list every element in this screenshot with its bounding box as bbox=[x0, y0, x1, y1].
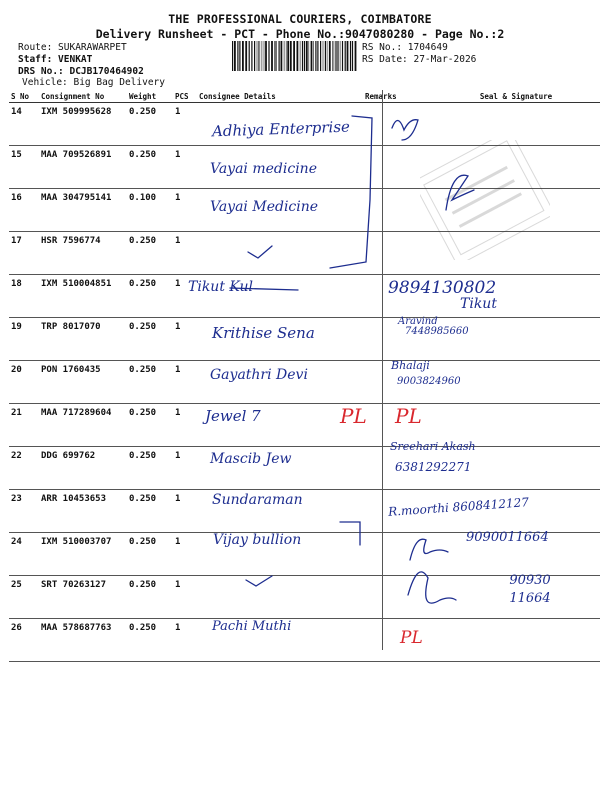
row-weight: 0.250 bbox=[127, 275, 173, 318]
row-pcs: 1 bbox=[173, 275, 197, 318]
col-details-header: Consignee Details bbox=[197, 90, 363, 103]
row19-signature: Aravind bbox=[398, 316, 438, 327]
row-consignment-no: HSR 7596774 bbox=[39, 232, 127, 275]
row-weight: 0.250 bbox=[127, 361, 173, 404]
row-weight: 0.250 bbox=[127, 447, 173, 490]
row-pcs: 1 bbox=[173, 404, 197, 447]
row25-phone: 90930 11664 bbox=[509, 573, 551, 606]
row18-signature: Tikut bbox=[460, 296, 497, 312]
row-consignment-no: IXM 510003707 bbox=[39, 533, 127, 576]
row16-signature-mark bbox=[446, 175, 474, 210]
row23-signature: R.moorthi 8608412127 bbox=[387, 495, 530, 519]
row-pcs: 1 bbox=[173, 189, 197, 232]
row-pcs: 1 bbox=[173, 447, 197, 490]
row-consignment-no: PON 1760435 bbox=[39, 361, 127, 404]
row-sno: 24 bbox=[9, 533, 39, 576]
row22-signature: Sreehari Akash bbox=[390, 440, 476, 453]
row22-phone: 6381292271 bbox=[395, 460, 472, 474]
col-remarks-header: Remarks bbox=[363, 90, 412, 103]
row24-consignee: Vijay bullion bbox=[213, 532, 302, 548]
row23-consignee: Sundaraman bbox=[212, 492, 303, 508]
row-sno: 25 bbox=[9, 576, 39, 619]
row21-remark: PL bbox=[340, 404, 367, 428]
row20-consignee: Gayathri Devi bbox=[210, 367, 308, 383]
col-pcs-header: PCS bbox=[173, 90, 197, 103]
row-pcs: 1 bbox=[173, 232, 197, 275]
row-sno: 26 bbox=[9, 619, 39, 662]
rs-number: RS No.: 1704649 bbox=[362, 42, 448, 53]
row-sno: 19 bbox=[9, 318, 39, 361]
row-consignment-no: IXM 509995628 bbox=[39, 103, 127, 146]
row-weight: 0.250 bbox=[127, 533, 173, 576]
row24-bracket-mark bbox=[340, 522, 360, 545]
row-sno: 18 bbox=[9, 275, 39, 318]
row-weight: 0.250 bbox=[127, 490, 173, 533]
row-consignment-no: MAA 717289604 bbox=[39, 404, 127, 447]
col-consignment-header: Consignment No bbox=[39, 90, 127, 103]
row-consignment-no: TRP 8017070 bbox=[39, 318, 127, 361]
row19-consignee: Krithise Sena bbox=[212, 324, 315, 342]
rs-date: RS Date: 27-Mar-2026 bbox=[362, 54, 477, 65]
row18-consignee: Tikut Kul bbox=[188, 279, 254, 295]
row16-consignee: Vayai Medicine bbox=[210, 199, 319, 215]
row-consignment-no: IXM 510004851 bbox=[39, 275, 127, 318]
row26-signature: PL bbox=[400, 628, 423, 648]
row-sno: 17 bbox=[9, 232, 39, 275]
row-consignment-no: SRT 70263127 bbox=[39, 576, 127, 619]
row21-consignee: Jewel 7 bbox=[205, 407, 261, 425]
row-pcs: 1 bbox=[173, 103, 197, 146]
row-consignment-no: MAA 304795141 bbox=[39, 189, 127, 232]
route-label: Route: SUKARAWARPET bbox=[18, 42, 127, 53]
runsheet-subtitle: Delivery Runsheet - PCT - Phone No.:9047080280 - Page No.:2 bbox=[95, 27, 505, 41]
row-consignment-no: MAA 578687763 bbox=[39, 619, 127, 662]
row15-consignee: Vayai medicine bbox=[210, 161, 317, 177]
staff-label: Staff: VENKAT bbox=[18, 54, 93, 65]
row20-phone: 9003824960 bbox=[397, 376, 461, 387]
row-pcs: 1 bbox=[173, 490, 197, 533]
row14-signature-mark bbox=[392, 120, 418, 140]
row24-signature-mark bbox=[410, 539, 448, 560]
row-pcs: 1 bbox=[173, 361, 197, 404]
row20-signature: Bhalaji bbox=[391, 359, 430, 372]
row-pcs: 1 bbox=[173, 318, 197, 361]
row-weight: 0.250 bbox=[127, 576, 173, 619]
row-weight: 0.250 bbox=[127, 146, 173, 189]
row17-tick-icon bbox=[248, 246, 272, 258]
runsheet-title: THE PROFESSIONAL COURIERS, COIMBATORE bbox=[168, 12, 432, 26]
row-consignment-no: DDG 699762 bbox=[39, 447, 127, 490]
row-weight: 0.250 bbox=[127, 232, 173, 275]
row25-signature-mark bbox=[408, 572, 456, 603]
row-weight: 0.250 bbox=[127, 404, 173, 447]
row26-consignee: Pachi Muthi bbox=[212, 619, 292, 634]
row-pcs: 1 bbox=[173, 576, 197, 619]
row-pcs: 1 bbox=[173, 619, 197, 662]
row18-underline-mark bbox=[230, 288, 298, 290]
row-sno: 14 bbox=[9, 103, 39, 146]
bracket-mark bbox=[330, 116, 372, 268]
col-seal-header: Seal & Signature bbox=[412, 90, 600, 103]
row-pcs: 1 bbox=[173, 533, 197, 576]
row-weight: 0.250 bbox=[127, 619, 173, 662]
vehicle-label: Vehicle: Big Bag Delivery bbox=[22, 77, 165, 88]
row19-phone: 7448985660 bbox=[405, 326, 469, 337]
row-consignment-no: ARR 10453653 bbox=[39, 490, 127, 533]
row14-consignee: Adhiya Enterprise bbox=[211, 117, 351, 141]
row22-consignee: Mascib Jew bbox=[210, 451, 292, 467]
row-sno: 22 bbox=[9, 447, 39, 490]
drs-number: DRS No.: DCJB170464902 bbox=[18, 66, 144, 77]
row-weight: 0.250 bbox=[127, 318, 173, 361]
row25-tick-icon bbox=[246, 576, 272, 586]
row-weight: 0.100 bbox=[127, 189, 173, 232]
row24-phone: 9090011664 bbox=[466, 530, 549, 545]
row-sno: 21 bbox=[9, 404, 39, 447]
row-sno: 20 bbox=[9, 361, 39, 404]
row-pcs: 1 bbox=[173, 146, 197, 189]
row-consignment-no: MAA 709526891 bbox=[39, 146, 127, 189]
col-sno-header: S No bbox=[9, 90, 39, 103]
row-sno: 15 bbox=[9, 146, 39, 189]
row-sno: 16 bbox=[9, 189, 39, 232]
row21-signature: PL bbox=[395, 404, 422, 428]
col-weight-header: Weight bbox=[127, 90, 173, 103]
row-sno: 23 bbox=[9, 490, 39, 533]
row-weight: 0.250 bbox=[127, 103, 173, 146]
row18-phone: 9894130802 bbox=[388, 278, 497, 298]
